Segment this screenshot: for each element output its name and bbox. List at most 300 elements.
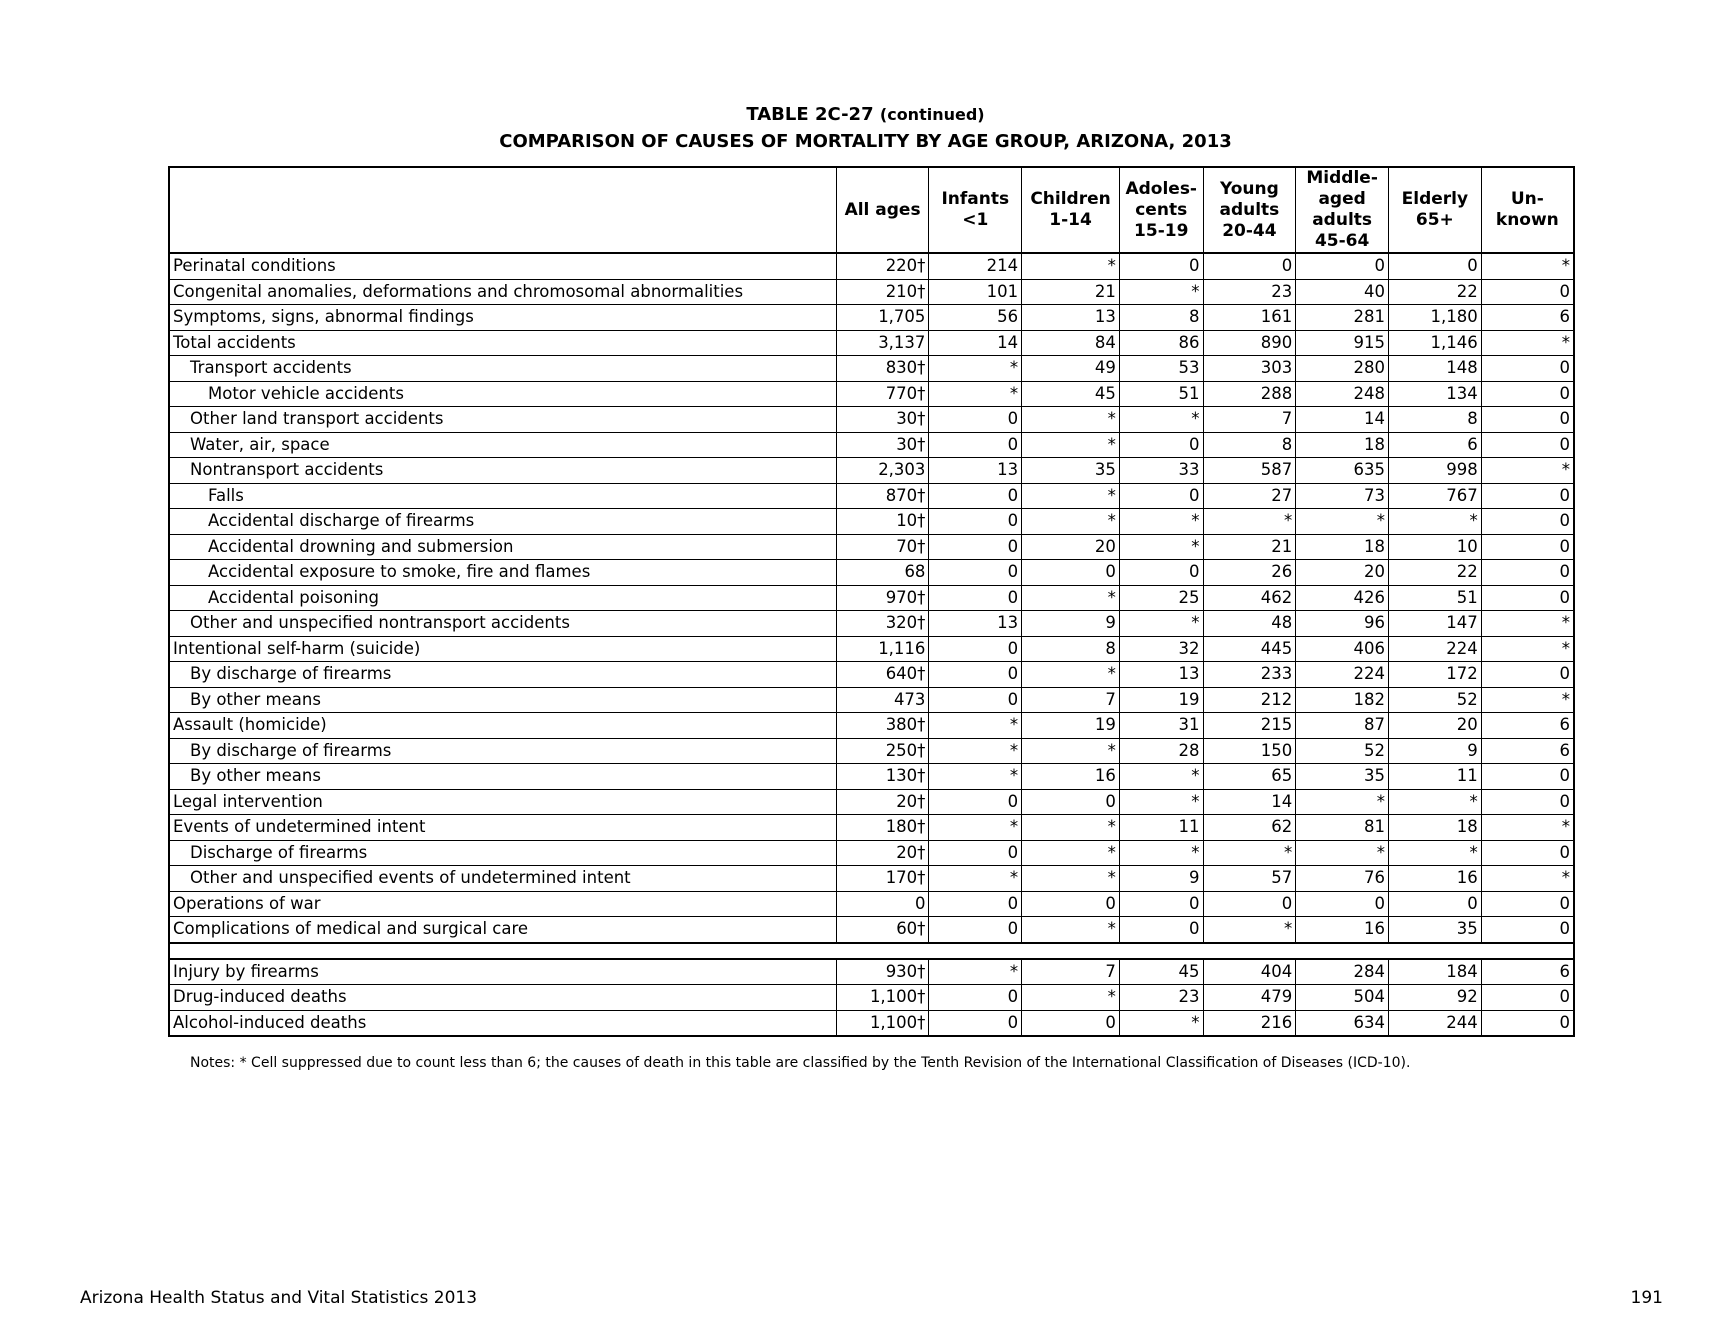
continued-label: (continued) bbox=[879, 105, 985, 124]
column-header bbox=[836, 167, 929, 253]
cell-value: 0 bbox=[1481, 840, 1574, 866]
cell-value: 890 bbox=[1203, 330, 1296, 356]
cell-value: 96 bbox=[1296, 611, 1389, 637]
column-header-line: Elderly bbox=[1401, 189, 1469, 209]
cell-value: 0 bbox=[929, 407, 1022, 433]
cell-value: 9 bbox=[1119, 866, 1203, 892]
cell-value: 462 bbox=[1203, 585, 1296, 611]
cell-value: * bbox=[1022, 407, 1120, 433]
table-row bbox=[169, 789, 1574, 815]
cell-value: 35 bbox=[1296, 764, 1389, 790]
cell-value: 84 bbox=[1022, 330, 1120, 356]
column-header-line: cents bbox=[1135, 199, 1188, 220]
cell-value: 9 bbox=[1022, 611, 1120, 637]
cell-value: 19 bbox=[1022, 713, 1120, 739]
cell-value: 81 bbox=[1296, 815, 1389, 841]
cell-value: * bbox=[929, 713, 1022, 739]
cell-value: 20 bbox=[1388, 713, 1481, 739]
table-row bbox=[169, 509, 1574, 535]
cell-value: 0 bbox=[929, 917, 1022, 943]
cell-value: 7 bbox=[1022, 687, 1120, 713]
cell-value: * bbox=[1481, 815, 1574, 841]
table-row bbox=[169, 432, 1574, 458]
cell-value: 634 bbox=[1296, 1010, 1389, 1036]
cell-value: 280 bbox=[1296, 356, 1389, 382]
cell-value: 26 bbox=[1203, 560, 1296, 586]
cell-value: 10 bbox=[1388, 534, 1481, 560]
row-label: Other and unspecified nontransport accidents bbox=[169, 611, 836, 637]
column-header bbox=[1481, 167, 1574, 253]
cell-value: * bbox=[1119, 611, 1203, 637]
cell-value: * bbox=[1022, 985, 1120, 1011]
table-row bbox=[169, 356, 1574, 382]
cell-value: 8 bbox=[1119, 305, 1203, 331]
cell-value: 48 bbox=[1203, 611, 1296, 637]
cell-value: 6 bbox=[1481, 305, 1574, 331]
cell-value: 56 bbox=[929, 305, 1022, 331]
cell-value: * bbox=[1022, 738, 1120, 764]
cell-value: 215 bbox=[1203, 713, 1296, 739]
cell-value: 0 bbox=[1481, 789, 1574, 815]
cell-value: * bbox=[929, 738, 1022, 764]
table-row bbox=[169, 585, 1574, 611]
cell-value: 23 bbox=[1203, 279, 1296, 305]
cell-value: 2,303 bbox=[836, 458, 929, 484]
column-header-line: All ages bbox=[844, 199, 921, 220]
cell-value: 915 bbox=[1296, 330, 1389, 356]
cell-value: 1,180 bbox=[1388, 305, 1481, 331]
table-row bbox=[169, 381, 1574, 407]
cell-value: 320† bbox=[836, 611, 929, 637]
table-row bbox=[169, 407, 1574, 433]
row-label: Alcohol-induced deaths bbox=[169, 1010, 836, 1036]
cell-value: * bbox=[929, 959, 1022, 985]
separator-row bbox=[169, 943, 1574, 959]
cell-value: 65 bbox=[1203, 764, 1296, 790]
cell-value: 35 bbox=[1022, 458, 1120, 484]
cell-value: 248 bbox=[1296, 381, 1389, 407]
table-row bbox=[169, 687, 1574, 713]
cell-value: * bbox=[1022, 840, 1120, 866]
cell-value: 13 bbox=[1119, 662, 1203, 688]
cell-value: * bbox=[1022, 815, 1120, 841]
cell-value: 20† bbox=[836, 840, 929, 866]
cell-value: 40 bbox=[1296, 279, 1389, 305]
cell-value: 134 bbox=[1388, 381, 1481, 407]
cell-value: 0 bbox=[1481, 279, 1574, 305]
cell-value: * bbox=[1119, 407, 1203, 433]
cell-value: 0 bbox=[1481, 407, 1574, 433]
cell-value: 233 bbox=[1203, 662, 1296, 688]
cell-value: 0 bbox=[929, 789, 1022, 815]
cell-value: 0 bbox=[1119, 891, 1203, 917]
table-row bbox=[169, 611, 1574, 637]
table-row bbox=[169, 815, 1574, 841]
cell-value: 33 bbox=[1119, 458, 1203, 484]
cell-value: 1,705 bbox=[836, 305, 929, 331]
cell-value: 92 bbox=[1388, 985, 1481, 1011]
row-label: Accidental exposure to smoke, fire and flames bbox=[169, 560, 836, 586]
cell-value: 244 bbox=[1388, 1010, 1481, 1036]
cell-value: 18 bbox=[1296, 432, 1389, 458]
cell-value: 0 bbox=[929, 662, 1022, 688]
cell-value: 9 bbox=[1388, 738, 1481, 764]
row-label: Perinatal conditions bbox=[169, 253, 836, 279]
cell-value: * bbox=[1203, 509, 1296, 535]
cell-value: 0 bbox=[1022, 891, 1120, 917]
cell-value: 7 bbox=[1022, 959, 1120, 985]
cell-value: 11 bbox=[1119, 815, 1203, 841]
cell-value: 0 bbox=[1296, 891, 1389, 917]
cell-value: 87 bbox=[1296, 713, 1389, 739]
table-row bbox=[169, 985, 1574, 1011]
cell-value: 0 bbox=[1388, 891, 1481, 917]
cell-value: 0 bbox=[1022, 1010, 1120, 1036]
column-header-line: 45-64 bbox=[1314, 231, 1370, 251]
table-row bbox=[169, 917, 1574, 943]
table-row bbox=[169, 840, 1574, 866]
cell-value: 8 bbox=[1022, 636, 1120, 662]
cell-value: * bbox=[1481, 611, 1574, 637]
cell-value: 406 bbox=[1296, 636, 1389, 662]
table-row bbox=[169, 866, 1574, 892]
cell-value: * bbox=[1388, 840, 1481, 866]
row-label: Operations of war bbox=[169, 891, 836, 917]
column-header-line: <1 bbox=[962, 210, 989, 230]
column-header-line: Middle- bbox=[1306, 168, 1378, 188]
cell-value: 504 bbox=[1296, 985, 1389, 1011]
cell-value: * bbox=[929, 381, 1022, 407]
cell-value: 0 bbox=[1481, 356, 1574, 382]
cell-value: 0 bbox=[929, 840, 1022, 866]
cell-value: 0 bbox=[1119, 432, 1203, 458]
cell-value: 0 bbox=[1481, 917, 1574, 943]
cell-value: * bbox=[1022, 253, 1120, 279]
cell-value: * bbox=[1296, 840, 1389, 866]
column-header-line: 1-14 bbox=[1049, 210, 1092, 230]
cell-value: 0 bbox=[1203, 253, 1296, 279]
cell-value: 25 bbox=[1119, 585, 1203, 611]
cell-value: 767 bbox=[1388, 483, 1481, 509]
cell-value: 70† bbox=[836, 534, 929, 560]
cell-value: 224 bbox=[1388, 636, 1481, 662]
cell-value: 32 bbox=[1119, 636, 1203, 662]
cell-value: * bbox=[1022, 585, 1120, 611]
cell-value: 250† bbox=[836, 738, 929, 764]
cell-value: * bbox=[1022, 483, 1120, 509]
cell-value: 380† bbox=[836, 713, 929, 739]
cell-value: 426 bbox=[1296, 585, 1389, 611]
table-row bbox=[169, 1010, 1574, 1036]
cell-value: * bbox=[1119, 764, 1203, 790]
cell-value: 0 bbox=[1481, 381, 1574, 407]
table-row bbox=[169, 636, 1574, 662]
cell-value: 18 bbox=[1388, 815, 1481, 841]
row-label: Discharge of firearms bbox=[169, 840, 836, 866]
cell-value: * bbox=[1119, 509, 1203, 535]
cell-value: * bbox=[1481, 687, 1574, 713]
cell-value: * bbox=[1203, 917, 1296, 943]
row-label: By other means bbox=[169, 764, 836, 790]
cell-value: 0 bbox=[1119, 560, 1203, 586]
cell-value: 0 bbox=[1481, 585, 1574, 611]
cell-value: 45 bbox=[1119, 959, 1203, 985]
cell-value: 0 bbox=[929, 483, 1022, 509]
cell-value: 0 bbox=[1481, 560, 1574, 586]
cell-value: 1,146 bbox=[1388, 330, 1481, 356]
row-label: Congenital anomalies, deformations and chromosomal abnormalities bbox=[169, 279, 836, 305]
cell-value: 161 bbox=[1203, 305, 1296, 331]
row-label: Motor vehicle accidents bbox=[169, 381, 836, 407]
cell-value: 21 bbox=[1203, 534, 1296, 560]
cell-value: 19 bbox=[1119, 687, 1203, 713]
cell-value: 52 bbox=[1296, 738, 1389, 764]
cell-value: 770† bbox=[836, 381, 929, 407]
table-row bbox=[169, 959, 1574, 985]
row-label: By discharge of firearms bbox=[169, 738, 836, 764]
row-label: Nontransport accidents bbox=[169, 458, 836, 484]
row-label: Total accidents bbox=[169, 330, 836, 356]
column-header-line: Un- bbox=[1510, 189, 1544, 209]
cell-value: * bbox=[1481, 636, 1574, 662]
column-header bbox=[1296, 167, 1389, 253]
cell-value: 60† bbox=[836, 917, 929, 943]
mortality-table bbox=[168, 166, 1575, 1037]
column-header-line: 15-19 bbox=[1134, 220, 1189, 241]
cell-value: 224 bbox=[1296, 662, 1389, 688]
cell-value: 13 bbox=[1022, 305, 1120, 331]
cell-value: 35 bbox=[1388, 917, 1481, 943]
column-header-line: 20-44 bbox=[1222, 220, 1277, 241]
column-header-line: Children bbox=[1030, 189, 1111, 209]
cell-value: 214 bbox=[929, 253, 1022, 279]
cell-value: 0 bbox=[929, 687, 1022, 713]
cell-value: 13 bbox=[929, 611, 1022, 637]
cell-value: 0 bbox=[1119, 917, 1203, 943]
cell-value: 20† bbox=[836, 789, 929, 815]
cell-value: 6 bbox=[1481, 738, 1574, 764]
cell-value: 635 bbox=[1296, 458, 1389, 484]
cell-value: 180† bbox=[836, 815, 929, 841]
cell-value: 0 bbox=[1481, 985, 1574, 1011]
cell-value: 998 bbox=[1388, 458, 1481, 484]
column-header bbox=[1388, 167, 1481, 253]
cell-value: 8 bbox=[1203, 432, 1296, 458]
cell-value: 0 bbox=[1022, 789, 1120, 815]
cell-value: 21 bbox=[1022, 279, 1120, 305]
cell-value: 404 bbox=[1203, 959, 1296, 985]
cell-value: 0 bbox=[1481, 432, 1574, 458]
cell-value: 0 bbox=[929, 1010, 1022, 1036]
cell-value: 73 bbox=[1296, 483, 1389, 509]
table-row bbox=[169, 458, 1574, 484]
cell-value: 22 bbox=[1388, 279, 1481, 305]
cell-value: 27 bbox=[1203, 483, 1296, 509]
cell-value: 281 bbox=[1296, 305, 1389, 331]
cell-value: 16 bbox=[1296, 917, 1389, 943]
cell-value: * bbox=[1119, 1010, 1203, 1036]
cell-value: * bbox=[1119, 279, 1203, 305]
cell-value: * bbox=[1203, 840, 1296, 866]
cell-value: 147 bbox=[1388, 611, 1481, 637]
cell-value: 445 bbox=[1203, 636, 1296, 662]
row-label: Complications of medical and surgical care bbox=[169, 917, 836, 943]
cell-value: 0 bbox=[929, 432, 1022, 458]
column-header-line: Infants bbox=[941, 189, 1010, 209]
cell-value: 150 bbox=[1203, 738, 1296, 764]
cell-value: * bbox=[929, 866, 1022, 892]
row-label: Legal intervention bbox=[169, 789, 836, 815]
cell-value: 7 bbox=[1203, 407, 1296, 433]
cell-value: 0 bbox=[1388, 253, 1481, 279]
cell-value: 23 bbox=[1119, 985, 1203, 1011]
cell-value: 870† bbox=[836, 483, 929, 509]
column-header-line: aged bbox=[1318, 189, 1366, 209]
cell-value: 0 bbox=[1481, 483, 1574, 509]
footer-publication: Arizona Health Status and Vital Statistics 2013 bbox=[80, 1288, 478, 1308]
cell-value: * bbox=[1022, 509, 1120, 535]
column-header-line: Adoles- bbox=[1125, 178, 1197, 199]
cell-value: 53 bbox=[1119, 356, 1203, 382]
cell-value: 30† bbox=[836, 407, 929, 433]
cell-value: * bbox=[1481, 458, 1574, 484]
cell-value: 0 bbox=[1481, 534, 1574, 560]
row-label: Accidental poisoning bbox=[169, 585, 836, 611]
cell-value: 210† bbox=[836, 279, 929, 305]
cell-value: 0 bbox=[929, 891, 1022, 917]
cell-value: 49 bbox=[1022, 356, 1120, 382]
row-label: By other means bbox=[169, 687, 836, 713]
cell-value: * bbox=[1388, 789, 1481, 815]
cell-value: 473 bbox=[836, 687, 929, 713]
table-row bbox=[169, 560, 1574, 586]
cell-value: 16 bbox=[1388, 866, 1481, 892]
cell-value: 0 bbox=[1481, 509, 1574, 535]
cell-value: 76 bbox=[1296, 866, 1389, 892]
cell-value: 0 bbox=[929, 509, 1022, 535]
cell-value: 970† bbox=[836, 585, 929, 611]
cell-value: 479 bbox=[1203, 985, 1296, 1011]
cell-value: 220† bbox=[836, 253, 929, 279]
table-row bbox=[169, 330, 1574, 356]
cell-value: * bbox=[1119, 534, 1203, 560]
cell-value: * bbox=[929, 356, 1022, 382]
cell-value: 182 bbox=[1296, 687, 1389, 713]
cell-value: 101 bbox=[929, 279, 1022, 305]
cell-value: 1,100† bbox=[836, 985, 929, 1011]
table-row bbox=[169, 253, 1574, 279]
cell-value: 0 bbox=[929, 560, 1022, 586]
cell-value: 57 bbox=[1203, 866, 1296, 892]
row-label: Accidental drowning and submersion bbox=[169, 534, 836, 560]
table-row bbox=[169, 534, 1574, 560]
cell-value: 1,100† bbox=[836, 1010, 929, 1036]
cell-value: * bbox=[1119, 840, 1203, 866]
table-row bbox=[169, 279, 1574, 305]
row-label: Intentional self-harm (suicide) bbox=[169, 636, 836, 662]
cell-value: * bbox=[929, 764, 1022, 790]
cell-value: 0 bbox=[1481, 662, 1574, 688]
cell-value: 587 bbox=[1203, 458, 1296, 484]
cell-value: 172 bbox=[1388, 662, 1481, 688]
cell-value: 6 bbox=[1481, 713, 1574, 739]
cell-value: * bbox=[1296, 789, 1389, 815]
cell-value: * bbox=[1481, 253, 1574, 279]
cell-value: 10† bbox=[836, 509, 929, 535]
cell-value: 1,116 bbox=[836, 636, 929, 662]
cell-value: 45 bbox=[1022, 381, 1120, 407]
cell-value: * bbox=[1022, 866, 1120, 892]
table-row bbox=[169, 305, 1574, 331]
cell-value: 8 bbox=[1388, 407, 1481, 433]
cell-value: 51 bbox=[1119, 381, 1203, 407]
cell-value: 212 bbox=[1203, 687, 1296, 713]
table-row bbox=[169, 483, 1574, 509]
cell-value: * bbox=[1388, 509, 1481, 535]
table-notes: Notes: * Cell suppressed due to count less than 6; the causes of death in this table are classified by the Tenth Revision of the International Classification of Diseases (ICD-10). bbox=[190, 1055, 1411, 1071]
cell-value: 68 bbox=[836, 560, 929, 586]
cell-value: 0 bbox=[929, 636, 1022, 662]
row-label: Events of undetermined intent bbox=[169, 815, 836, 841]
row-label: By discharge of firearms bbox=[169, 662, 836, 688]
cell-value: 288 bbox=[1203, 381, 1296, 407]
cell-value: 640† bbox=[836, 662, 929, 688]
cell-value: * bbox=[1022, 662, 1120, 688]
row-label: Transport accidents bbox=[169, 356, 836, 382]
cell-value: 31 bbox=[1119, 713, 1203, 739]
table-body bbox=[169, 253, 1574, 1036]
cell-value: 303 bbox=[1203, 356, 1296, 382]
cell-value: * bbox=[1022, 917, 1120, 943]
separator-cell bbox=[169, 943, 1574, 959]
cell-value: 184 bbox=[1388, 959, 1481, 985]
cell-value: 14 bbox=[1296, 407, 1389, 433]
cell-value: 28 bbox=[1119, 738, 1203, 764]
column-header bbox=[1203, 167, 1296, 253]
cell-value: 14 bbox=[929, 330, 1022, 356]
table-row bbox=[169, 713, 1574, 739]
cell-value: 11 bbox=[1388, 764, 1481, 790]
cell-value: 13 bbox=[929, 458, 1022, 484]
cell-value: 0 bbox=[1022, 560, 1120, 586]
table-number: TABLE 2C-27 bbox=[746, 104, 874, 125]
cell-value: 0 bbox=[836, 891, 929, 917]
cell-value: 16 bbox=[1022, 764, 1120, 790]
cell-value: 0 bbox=[929, 534, 1022, 560]
cell-value: * bbox=[1296, 509, 1389, 535]
column-header bbox=[1119, 167, 1203, 253]
row-label: Falls bbox=[169, 483, 836, 509]
row-label: Other and unspecified events of undetermined intent bbox=[169, 866, 836, 892]
cell-value: * bbox=[929, 815, 1022, 841]
table-row bbox=[169, 738, 1574, 764]
row-label: Other land transport accidents bbox=[169, 407, 836, 433]
cell-value: 6 bbox=[1481, 959, 1574, 985]
cell-value: 6 bbox=[1388, 432, 1481, 458]
cell-value: * bbox=[1481, 330, 1574, 356]
table-row bbox=[169, 764, 1574, 790]
cell-value: 14 bbox=[1203, 789, 1296, 815]
cell-value: 830† bbox=[836, 356, 929, 382]
cell-value: 62 bbox=[1203, 815, 1296, 841]
row-label: Assault (homicide) bbox=[169, 713, 836, 739]
column-header-line: adults bbox=[1312, 210, 1373, 230]
cell-value: 20 bbox=[1296, 560, 1389, 586]
cell-value: 0 bbox=[1203, 891, 1296, 917]
header-row bbox=[169, 167, 1574, 253]
cell-value: 130† bbox=[836, 764, 929, 790]
cell-value: 0 bbox=[929, 985, 1022, 1011]
